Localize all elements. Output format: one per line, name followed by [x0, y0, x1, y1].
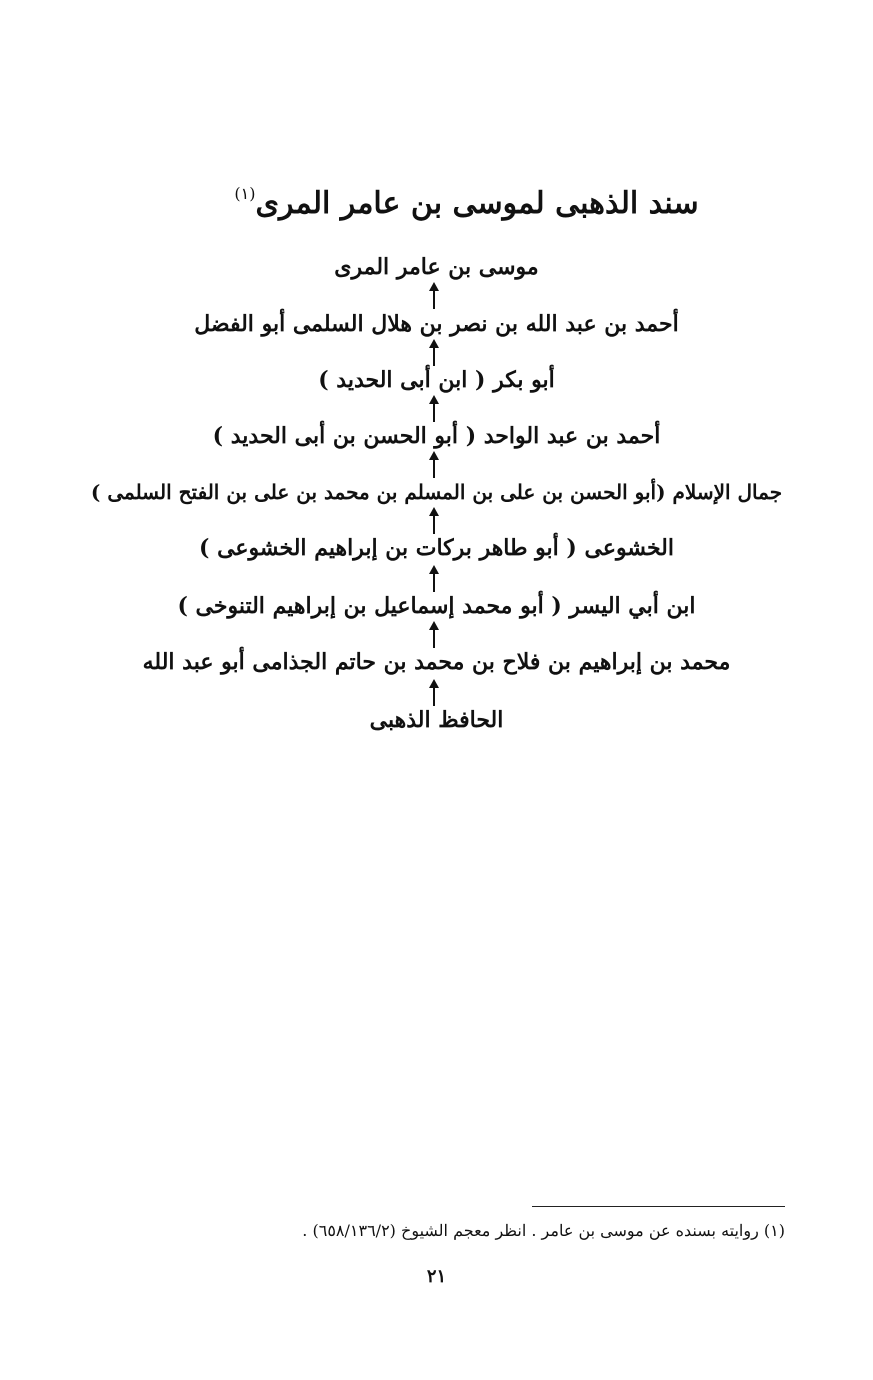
chain-narrator: أحمد بن عبد الواحد ( أبو الحسن بن أبى الحديد )	[212, 423, 661, 449]
chain-narrator: ابن أبي اليسر ( أبو محمد إسماعيل بن إبراهيم التنوخى )	[177, 593, 696, 619]
chain-narrator: جمال الإسلام (أبو الحسن بن على بن المسلم بن محمد بن على بن الفتح السلمى )	[90, 480, 783, 504]
page-title-text: سند الذهبى لموسى بن عامر المرى	[255, 186, 699, 221]
page-title	[0, 172, 873, 226]
footnote: (١) روايته بسنده عن موسى بن عامر . انظر معجم الشيوخ (٦٥٨/١٣٦/٢) .	[302, 1221, 785, 1240]
up-arrow-icon	[428, 282, 440, 310]
footnote-reference: (١)	[234, 184, 256, 203]
footnote-divider	[532, 1206, 785, 1207]
chain-narrator: أبو بكر ( ابن أبى الحديد )	[318, 367, 555, 393]
chain-narrator: محمد بن إبراهيم بن فلاح بن محمد بن حاتم الجذامى أبو عبد الله	[142, 649, 731, 675]
chain-narrator: الحافظ الذهبى	[369, 707, 504, 733]
chain-narrator: أحمد بن عبد الله بن نصر بن هلال السلمى أبو الفضل	[194, 311, 679, 337]
page-number: ٢١	[426, 1266, 447, 1287]
chain-narrator: موسى بن عامر المرى	[334, 254, 539, 280]
chain-narrator: الخشوعى ( أبو طاهر بركات بن إبراهيم الخشوعى )	[199, 535, 674, 561]
